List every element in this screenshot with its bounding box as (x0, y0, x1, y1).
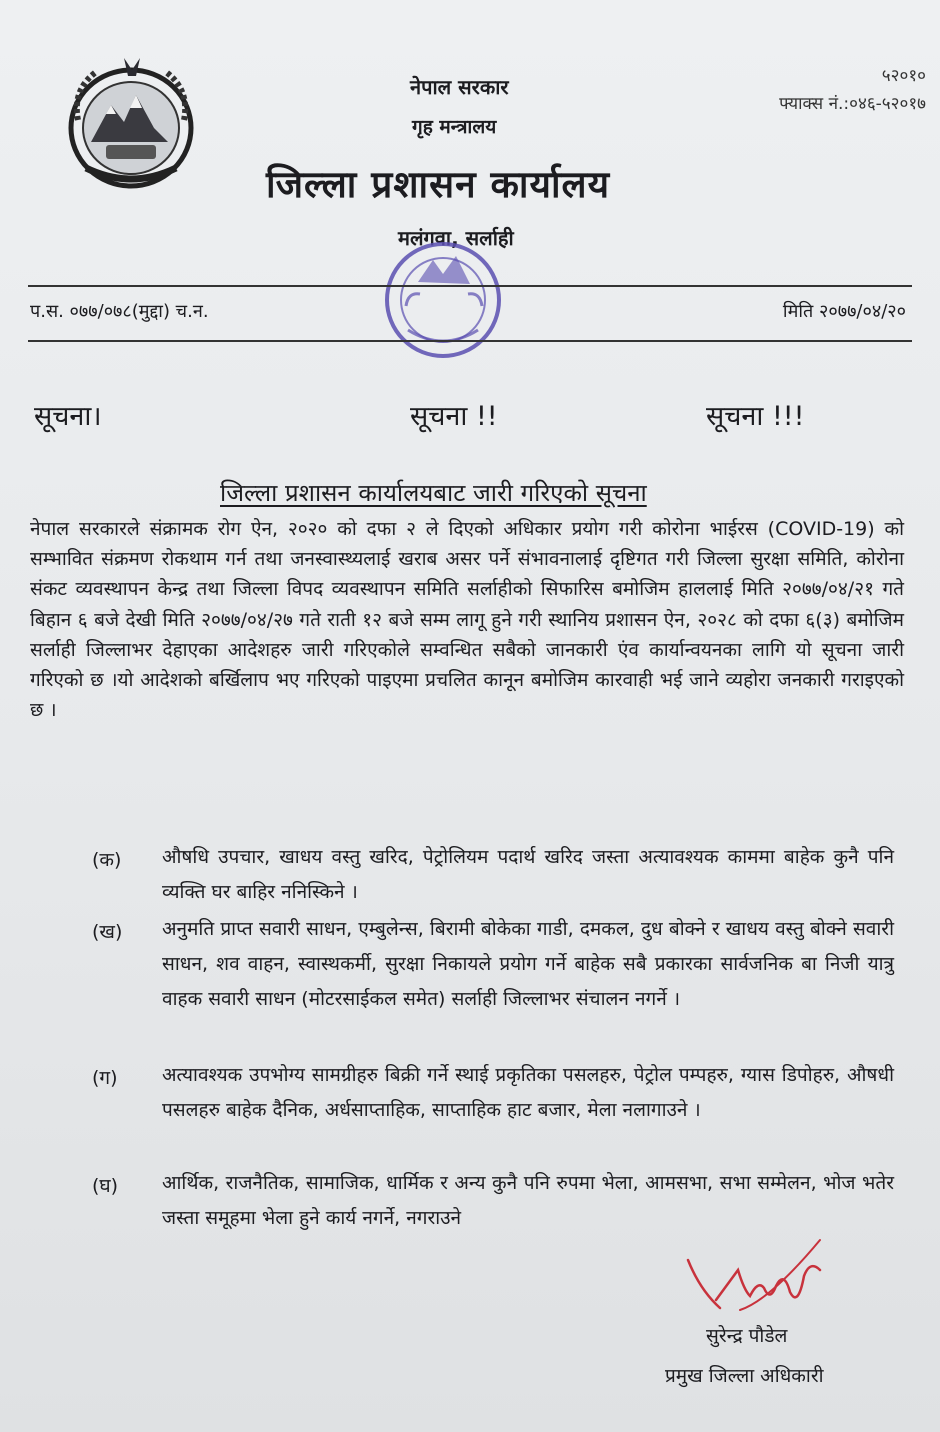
office-location: मलंगवा, सर्लाही (398, 226, 514, 250)
ministry-heading: गृह मन्त्रालय (412, 116, 497, 138)
item-marker: (क) (92, 849, 122, 871)
notice-word-1: सूचना। (34, 401, 102, 432)
signature-icon (680, 1230, 830, 1320)
fax-number: फ्याक्स नं.:०४६-५२०१७ (779, 94, 926, 114)
office-title: जिल्ला प्रशासन कार्यालय (266, 163, 611, 206)
notice-body: नेपाल सरकारले संक्रामक रोग ऐन, २०२० को दफा २ ले दिएको अधिकार प्रयोग गरी कोरोना भाईरस (COVID-19) को सम्भावित संक्रमण रोकथाम गर्न तथा जनस्वास्थ्यलाई खराब असर पर्ने संभावनालाई दृष्टिगत गरी जिल्ला सुरक्षा समिति, कोरोना संकट व्यवस्थापन केन्द्र तथा जिल्ला विपद व्यवस्थापन समिति सर्लाहीको सिफारिस बमोजिम हाललाई मिति २०७७/०४/२१ गते बिहान ६ बजे देखी मिति २०७७/०४/२७ गते राती १२ बजे सम्म लागू हुने गरी स्थानिय प्रशासन ऐन, २०२८ को दफा ६(३) बमोजिम सर्लाही जिल्लाभर देहाएका आदेशहरु जारी गरिएकोले सम्वन्धित सबैको जानकारी एंव कार्यान्वयनका लागि यो सूचना जारी गरिएको छ ।यो आदेशको बर्खिलाप भए गरिएको पाइएमा प्रचलित कानून बमोजिम कारवाही भई जाने व्यहोरा जनकारी गराइएको छ । (30, 518, 904, 722)
official-stamp-icon (378, 222, 508, 372)
notice-subject: जिल्ला प्रशासन कार्यालयबाट जारी गरिएको सूचना (220, 479, 647, 507)
item-marker: (ख) (92, 921, 123, 943)
government-heading: नेपाल सरकार (410, 75, 509, 99)
letter-date: मिति २०७७/०४/२० (782, 301, 906, 322)
item-marker: (घ) (92, 1175, 119, 1197)
header-divider-bottom (28, 340, 912, 342)
order-item: अत्यावश्यक उपभोग्य सामग्रीहरु बिक्री गर्ने स्थाई प्रकृतिका पसलहरु, पेट्रोल पम्पहरु, ग्यास डिपोहरु, औषधी पसलहरु बाहेक दैनिक, अर्धसाप्ताहिक, साप्ताहिक हाट बजार, मेला नलागाउने । (162, 1064, 894, 1121)
order-item: अनुमति प्राप्त सवारी साधन, एम्बुलेन्स, बिरामी बोकेका गाडी, दमकल, दुध बोक्ने र खाधय वस्तु बोक्ने सवारी साधन, शव वाहन, स्वास्थकर्मी, सुरक्षा निकायले प्रयोग गर्ने बाहेक सबै प्रकारका सार्वजनिक बा निजी यात्रु वाहक सवारी साधन (मोटरसाईकल समेत) सर्लाही जिल्लाभर संचालन नगर्ने । (162, 918, 894, 1010)
item-marker: (ग) (92, 1067, 118, 1089)
notice-word-2: सूचना !! (410, 401, 498, 432)
nepal-emblem-icon (66, 50, 196, 190)
order-item: औषधि उपचार, खाधय वस्तु खरिद, पेट्रोलियम पदार्थ खरिद जस्ता अत्यावश्यक काममा बाहेक कुनै पनि व्यक्ति घर बाहिर ननिस्किने । (162, 846, 894, 903)
header-divider-top (28, 285, 912, 287)
order-item: आर्थिक, राजनैतिक, सामाजिक, धार्मिक र अन्य कुनै पनि रुपमा भेला, आमसभा, सभा सम्मेलन, भोज भतेर जस्ता समूहमा भेला हुने कार्य नगर्ने, नगराउने (162, 1172, 894, 1229)
signatory-name: सुरेन्द्र पौडेल (706, 1325, 788, 1347)
signatory-title: प्रमुख जिल्ला अधिकारी (665, 1365, 824, 1387)
contact-block (656, 62, 926, 118)
reference-number: ५२०१० (881, 66, 926, 86)
notice-word-3: सूचना !!! (706, 401, 805, 432)
letter-number: प.स. ०७७/०७८(मुद्दा) च.न. (30, 301, 209, 322)
